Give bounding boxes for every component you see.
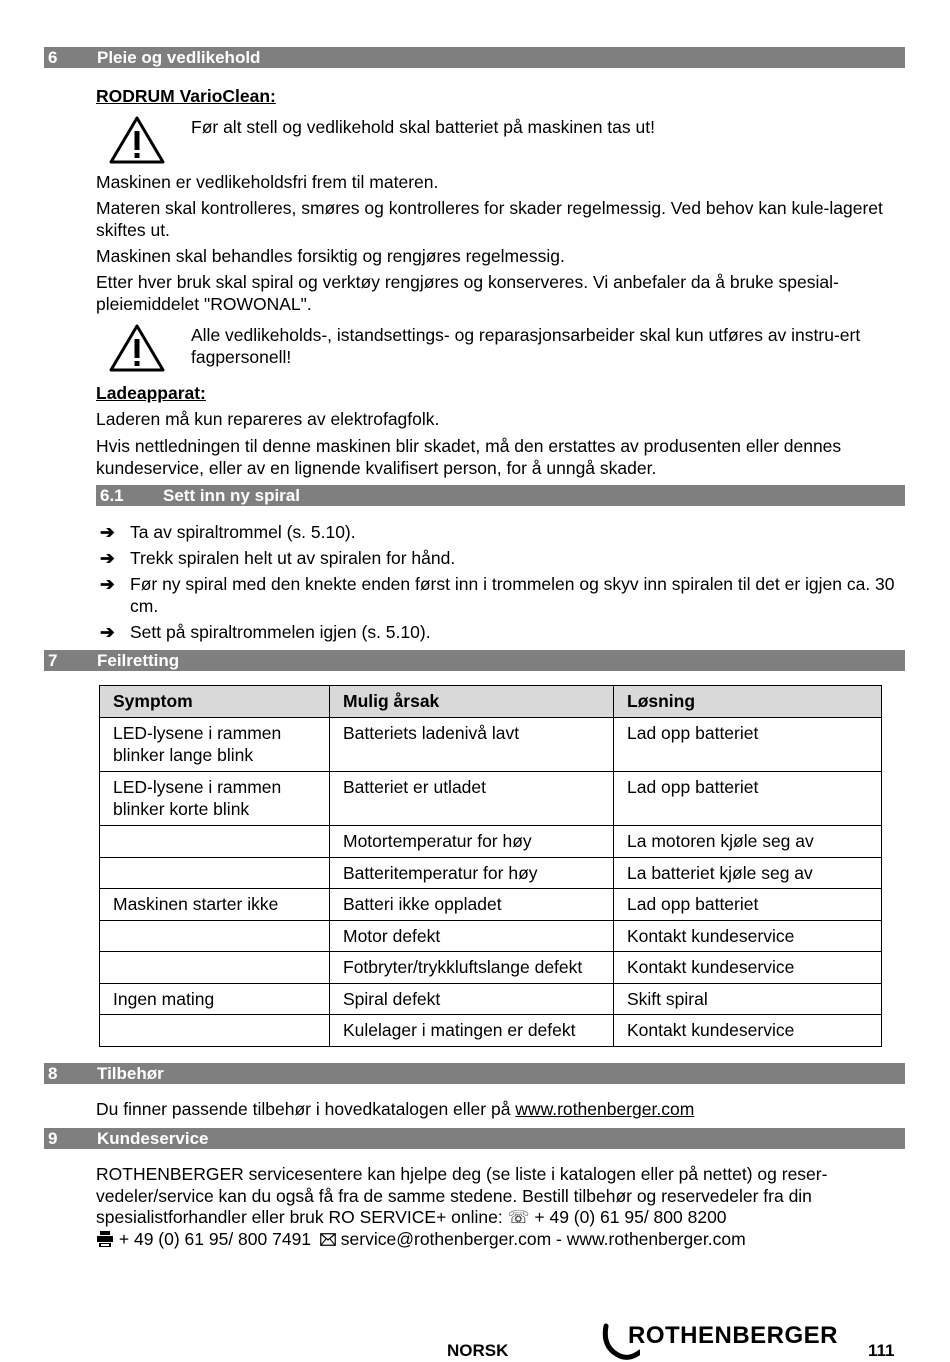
care-heading: RODRUM VarioClean:	[96, 86, 276, 106]
cause-cell: Batteriet er utladet	[330, 772, 614, 826]
section-6-header	[44, 47, 905, 68]
section-7-header	[44, 650, 905, 671]
phone-icon: ☏	[507, 1207, 530, 1227]
warning-text: Alle vedlikeholds-, istandsettings- og reparasjonsarbeider skal kun utføres av instru-ert fagpersonell!	[191, 325, 861, 367]
table-row	[100, 920, 882, 952]
paragraph: Laderen må kun repareres av elektrofagfolk.	[96, 409, 440, 429]
cause-cell: Batteri ikke oppladet	[330, 889, 614, 921]
arrow-right-icon: ➔	[100, 548, 115, 568]
table-row	[100, 718, 882, 772]
warning-triangle-icon	[108, 323, 166, 373]
symptom-cell: LED-lysene i rammen blinker lange blink	[100, 718, 330, 772]
section-number: 8	[48, 1064, 58, 1083]
paragraph: Maskinen skal behandles forsiktig og rengjøres regelmessig.	[96, 246, 565, 266]
solution-cell: Kontakt kundeservice	[614, 920, 882, 952]
cause-cell: Fotbryter/trykkluftslange defekt	[330, 952, 614, 984]
brand-name: ROTHENBERGER	[628, 1322, 839, 1349]
symptom-cell	[100, 826, 330, 858]
arrow-right-icon: ➔	[100, 574, 115, 594]
separator: -	[551, 1228, 567, 1249]
table-row	[100, 772, 882, 826]
section-number: 9	[48, 1129, 58, 1148]
solution-cell: Kontakt kundeservice	[614, 952, 882, 984]
table-row	[100, 889, 882, 921]
website-text[interactable]: www.rothenberger.com	[566, 1228, 746, 1249]
phone-number: + 49 (0) 61 95/ 800 8200	[534, 1207, 727, 1227]
accessories-text: Du finner passende tilbehør i hovedkatalogen eller på	[96, 1099, 516, 1119]
symptom-cell	[100, 952, 330, 984]
cause-cell: Motortemperatur for høy	[330, 826, 614, 858]
section-number: 6	[48, 48, 58, 67]
cause-cell: Motor defekt	[330, 920, 614, 952]
solution-cell: Kontakt kundeservice	[614, 1015, 882, 1047]
section-8-header	[44, 1063, 905, 1084]
fax-number: + 49 (0) 61 95/ 800 7491	[118, 1228, 312, 1249]
step-text: Sett på spiraltrommelen igjen (s. 5.10).	[130, 622, 431, 642]
arrow-right-icon: ➔	[100, 522, 115, 542]
email-address[interactable]: service@rothenberger.com	[340, 1228, 552, 1249]
section-number: 6.1	[100, 486, 124, 505]
warning-text: Før alt stell og vedlikehold skal batteriet på maskinen tas ut!	[191, 117, 655, 137]
section-title: Kundeservice	[97, 1129, 209, 1148]
brand-logo	[600, 1322, 850, 1362]
accessories-paragraph	[96, 1099, 906, 1121]
section-number: 7	[48, 651, 58, 670]
service-paragraph	[96, 1164, 906, 1250]
solution-cell: Lad opp batteriet	[614, 718, 882, 772]
footer-language: NORSK	[447, 1341, 509, 1360]
solution-cell: La motoren kjøle seg av	[614, 826, 882, 858]
cause-cell: Batteritemperatur for høy	[330, 857, 614, 889]
cause-cell: Kulelager i matingen er defekt	[330, 1015, 614, 1047]
service-text: ROTHENBERGER servicesentere kan hjelpe deg (se liste i katalogen eller på nettet) og reser-vedeler/service kan du også få fra de samme stedene. Bestill tilbehør og reservedeler fra din spesialistforhandler eller bruk RO SERVICE+ online:	[96, 1164, 828, 1227]
symptom-cell	[100, 857, 330, 889]
paragraph: Hvis nettledningen til denne maskinen blir skadet, må den erstattes av produsenten eller dennes kundeservice, eller av en lignende kvalifisert person, for å unngå skader.	[96, 436, 842, 478]
section-9-header	[44, 1128, 905, 1149]
symptom-cell	[100, 920, 330, 952]
website-link[interactable]: www.rothenberger.com	[515, 1099, 695, 1119]
column-header: Mulig årsak	[330, 686, 614, 718]
charger-heading: Ladeapparat:	[96, 383, 206, 403]
solution-cell: Lad opp batteriet	[614, 772, 882, 826]
symptom-cell: Ingen mating	[100, 983, 330, 1015]
page-number: 111	[868, 1341, 895, 1360]
symptom-cell	[100, 1015, 330, 1047]
solution-cell: La batteriet kjøle seg av	[614, 857, 882, 889]
section-title: Feilretting	[97, 651, 180, 670]
table-row	[100, 1015, 882, 1047]
column-header: Symptom	[100, 686, 330, 718]
column-header: Løsning	[614, 686, 882, 718]
paragraph: Maskinen er vedlikeholdsfri frem til materen.	[96, 172, 439, 192]
step-text: Før ny spiral med den knekte enden først inn i trommelen og skyv inn spiralen til det er igjen ca. 30 cm.	[130, 574, 895, 616]
cause-cell: Spiral defekt	[330, 983, 614, 1015]
cause-cell: Batteriets ladenivå lavt	[330, 718, 614, 772]
table-header-row	[100, 686, 882, 718]
solution-cell: Lad opp batteriet	[614, 889, 882, 921]
troubleshooting-table	[99, 685, 882, 1047]
section-6-1-header	[96, 485, 905, 506]
symptom-cell: LED-lysene i rammen blinker korte blink	[100, 772, 330, 826]
table-row	[100, 952, 882, 984]
step-text: Ta av spiraltrommel (s. 5.10).	[130, 522, 356, 542]
table-row	[100, 857, 882, 889]
section-title: Tilbehør	[97, 1064, 164, 1083]
fax-icon	[96, 1231, 114, 1247]
paragraph: Etter hver bruk skal spiral og verktøy rengjøres og konserveres. Vi anbefaler da å bruke spesial-pleiemiddelet "ROWONAL".	[96, 272, 839, 314]
section-title: Pleie og vedlikehold	[97, 48, 261, 67]
table-row	[100, 983, 882, 1015]
arrow-right-icon: ➔	[100, 622, 115, 642]
step-text: Trekk spiralen helt ut av spiralen for hånd.	[130, 548, 456, 568]
warning-triangle-icon	[108, 115, 166, 165]
envelope-icon	[320, 1233, 336, 1246]
symptom-cell: Maskinen starter ikke	[100, 889, 330, 921]
section-title: Sett inn ny spiral	[163, 486, 300, 505]
solution-cell: Skift spiral	[614, 983, 882, 1015]
paragraph: Materen skal kontrolleres, smøres og kontrolleres for skader regelmessig. Ved behov kan kule-lageret skiftes ut.	[96, 198, 883, 240]
table-row	[100, 826, 882, 858]
